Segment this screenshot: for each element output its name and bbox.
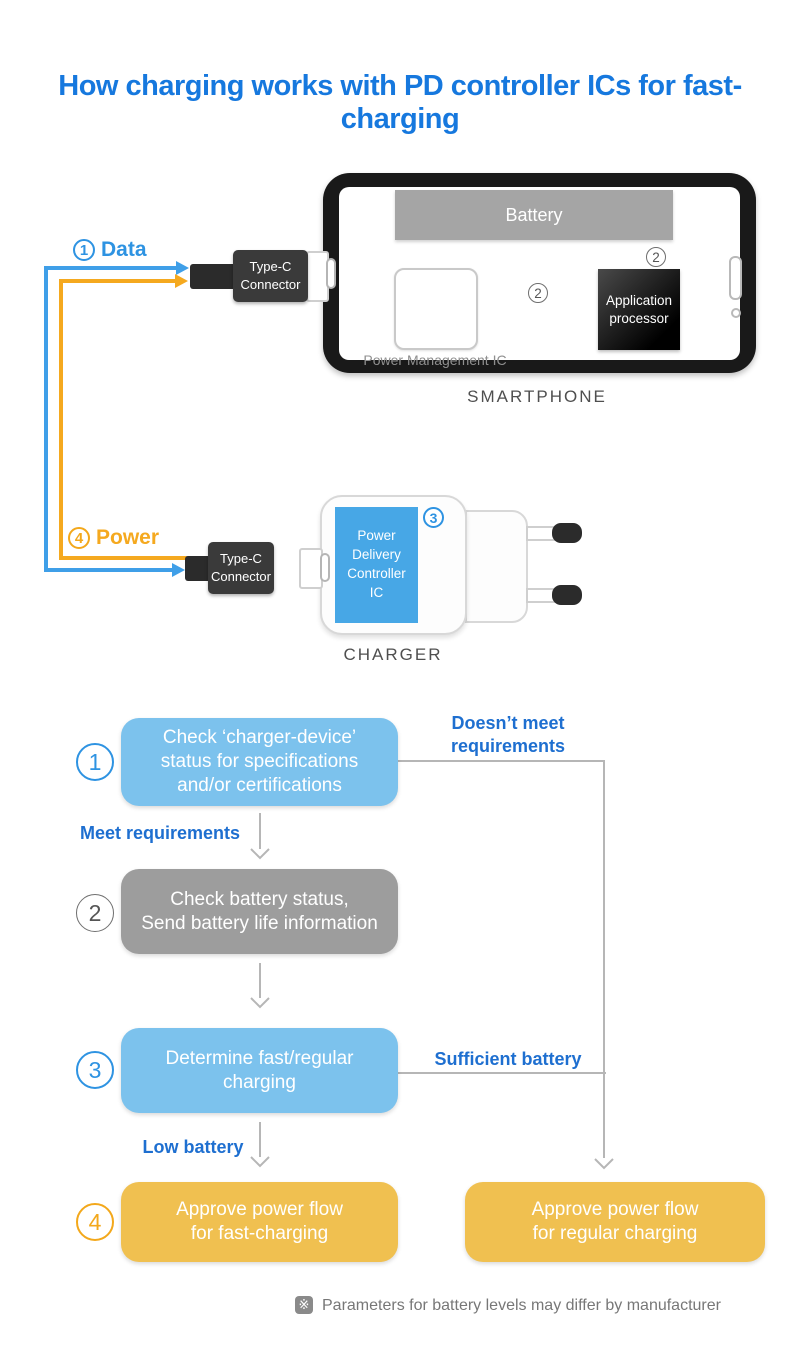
flow-step-2-box	[121, 869, 398, 954]
plug-prong-top-tip	[552, 523, 582, 543]
phone-side-dot	[731, 308, 741, 318]
pmic-chip	[394, 268, 478, 350]
flow-arrow-2	[251, 963, 269, 1007]
charger-plug-block	[465, 510, 528, 623]
application-processor-block	[598, 269, 680, 350]
step-2-badge-pmic-ap: 2	[528, 283, 548, 303]
doesnt-meet-line2: requirements	[450, 735, 566, 756]
plug-prong-bottom-tip	[552, 585, 582, 605]
flow-step-1-line2: status for specifications	[160, 751, 359, 773]
flow-step-3-box	[121, 1028, 398, 1113]
step-2-badge-battery-ap: 2	[646, 247, 666, 267]
low-battery-label: Low battery	[142, 1137, 244, 1157]
smartphone-caption: SMARTPHONE	[467, 387, 607, 406]
pd-controller-ic-block	[335, 507, 418, 623]
flow-alt-line2: for regular charging	[532, 1223, 698, 1244]
power-flow-badge: 4	[68, 527, 90, 549]
page-title: How charging works with PD controller ICs for fast-charging	[58, 70, 742, 135]
pdc-line2: Delivery	[352, 547, 401, 563]
doesnt-meet-line1: Doesn’t meet	[451, 713, 565, 733]
flow-step-2-line2: Send battery life information	[141, 912, 378, 934]
flow-step-1-line1: Check ‘charger-device’	[162, 727, 357, 749]
flow-step-2-line1: Check battery status,	[170, 888, 349, 910]
phone-side-button	[729, 256, 742, 300]
flow-step-4-line1: Approve power flow	[176, 1199, 343, 1221]
phone-typec-line2: Connector	[240, 277, 301, 292]
charger-usb-port-slot	[320, 553, 330, 582]
pdc-line4: IC	[369, 584, 384, 600]
flow-branch-right	[398, 761, 613, 1168]
flow-step-1-box	[121, 718, 398, 806]
flow-step-2-number: 2	[76, 894, 114, 932]
charger-caption: CHARGER	[343, 645, 443, 664]
flow-alt-box	[465, 1182, 765, 1262]
flow-arrow-3	[251, 1122, 269, 1166]
power-cable-arrow	[61, 274, 196, 558]
flow-step-3-line2: charging	[223, 1071, 296, 1093]
flow-step-4-box	[121, 1182, 398, 1262]
flow-step-1-line3: and/or certifications	[177, 774, 342, 796]
footnote-text: Parameters for battery levels may differ by manufacturer	[322, 1297, 721, 1314]
phone-typec-line1: Type-C	[249, 259, 292, 275]
flow-alt-line1: Approve power flow	[531, 1199, 699, 1221]
flow-step-1-number: 1	[76, 743, 114, 781]
flow-step-4-number: 4	[76, 1203, 114, 1241]
pmic-label: Power Management IC	[363, 352, 507, 368]
battery-block: Battery	[395, 190, 673, 240]
phone-cable-stub	[190, 264, 236, 289]
pdc-line3: Controller	[347, 566, 406, 581]
meet-requirements-label: Meet requirements	[79, 823, 241, 843]
pdc-line1: Power	[357, 528, 396, 544]
doesnt-meet-label	[408, 712, 608, 757]
footnote-reference-icon: ※	[295, 1296, 313, 1314]
charger-typec-connector	[208, 542, 274, 594]
phone-typec-connector	[233, 250, 308, 302]
flow-step-4-line2: for fast-charging	[190, 1223, 329, 1244]
flow-arrow-1	[251, 813, 269, 858]
data-flow-label: Data	[101, 238, 147, 261]
step-3-badge-charger: 3	[423, 507, 444, 528]
phone-usb-port-slot	[326, 258, 336, 289]
sufficient-battery-label: Sufficient battery	[434, 1049, 582, 1069]
flow-step-3-number: 3	[76, 1051, 114, 1089]
charger-typec-line2: Connector	[211, 569, 271, 584]
power-flow-label: Power	[96, 526, 160, 549]
charger-typec-line1: Type-C	[220, 551, 262, 567]
ap-label-line2: processor	[609, 310, 669, 326]
ap-label-line1: Application	[605, 292, 673, 308]
data-flow-badge: 1	[73, 239, 95, 261]
flow-step-3-line1: Determine fast/regular	[165, 1047, 354, 1069]
